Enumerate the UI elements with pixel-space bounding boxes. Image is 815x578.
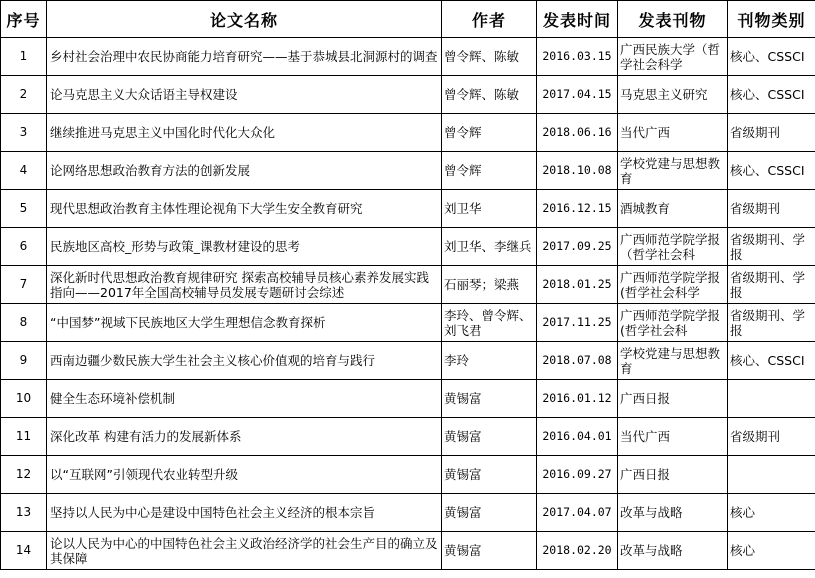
cell-author <box>442 342 537 380</box>
table-row <box>1 152 815 190</box>
cell-journal-text: 马克思主义研究 <box>620 87 708 102</box>
cell-author-text: 黄锡富 <box>444 467 482 482</box>
cell-title <box>47 418 442 456</box>
cell-journal <box>618 38 728 76</box>
cell-date <box>537 456 618 494</box>
table-row <box>1 342 815 380</box>
cell-date-text: 2016.09.27 <box>542 467 612 481</box>
cell-journal-text: 改革与战略 <box>620 505 683 520</box>
cell-date-text: 2017.04.07 <box>542 505 612 519</box>
cell-date <box>537 266 618 304</box>
header-title: 论文名称 <box>47 1 442 38</box>
cell-title <box>47 266 442 304</box>
header-journal: 发表刊物 <box>618 1 728 38</box>
cell-title-text: 健全生态环境补偿机制 <box>50 391 176 406</box>
cell-date-text: 2018.02.20 <box>542 543 612 557</box>
cell-title <box>47 342 442 380</box>
cell-journal <box>618 190 728 228</box>
cell-category-text: 核心、CSSCI <box>730 163 805 178</box>
cell-author <box>442 304 537 342</box>
cell-date-text: 2016.04.01 <box>542 429 612 443</box>
cell-author-text: 黄锡富 <box>444 391 482 406</box>
cell-date <box>537 304 618 342</box>
cell-category-text: 省级期刊、学报 <box>730 231 806 262</box>
cell-author <box>442 494 537 532</box>
cell-author-text: 曾令辉 <box>444 163 482 178</box>
cell-author <box>442 38 537 76</box>
cell-journal-text: 学校党建与思想教育 <box>620 155 721 186</box>
cell-journal-text: 广西师范学院学报(哲学社会科学 <box>620 269 721 300</box>
cell-index <box>1 380 47 418</box>
cell-index <box>1 152 47 190</box>
table-row <box>1 380 815 418</box>
cell-title <box>47 494 442 532</box>
cell-category <box>728 190 815 228</box>
table-row <box>1 76 815 114</box>
cell-journal-text: 广西日报 <box>620 391 671 406</box>
cell-title <box>47 38 442 76</box>
cell-journal <box>618 304 728 342</box>
table-row <box>1 38 815 76</box>
cell-journal <box>618 114 728 152</box>
cell-date <box>537 380 618 418</box>
cell-index <box>1 456 47 494</box>
cell-date <box>537 418 618 456</box>
cell-author <box>442 266 537 304</box>
cell-index-text: 1 <box>19 49 28 63</box>
cell-journal-text: 广西师范学院学报(哲学社会科 <box>620 307 721 338</box>
cell-category-text: 核心 <box>730 543 756 558</box>
cell-date <box>537 152 618 190</box>
cell-category <box>728 114 815 152</box>
cell-journal <box>618 380 728 418</box>
table-row <box>1 456 815 494</box>
cell-title-text: 深化新时代思想政治教育规律研究 探索高校辅导员核心素养发展实践指向——2017年全国高校辅导员发展专题研讨会综述 <box>50 269 429 300</box>
cell-journal-text: 广西民族大学（哲学社会科学 <box>620 41 721 72</box>
cell-index <box>1 342 47 380</box>
cell-author <box>442 532 537 570</box>
cell-date <box>537 228 618 266</box>
cell-title-text: 坚持以人民为中心是建设中国特色社会主义经济的根本宗旨 <box>50 505 376 520</box>
cell-category <box>728 456 815 494</box>
cell-journal-text: 广西师范学院学报（哲学社会科 <box>620 231 721 262</box>
cell-category-text: 核心、CSSCI <box>730 87 805 102</box>
cell-journal-text: 广西日报 <box>620 467 671 482</box>
cell-date <box>537 532 618 570</box>
cell-category <box>728 418 815 456</box>
table-row <box>1 304 815 342</box>
cell-author-text: 黄锡富 <box>444 505 482 520</box>
cell-date <box>537 114 618 152</box>
cell-journal-text: 酒城教育 <box>620 201 671 216</box>
cell-title <box>47 76 442 114</box>
cell-category <box>728 152 815 190</box>
cell-index <box>1 494 47 532</box>
cell-journal <box>618 152 728 190</box>
cell-index-text: 10 <box>15 391 32 405</box>
cell-index-text: 12 <box>15 467 32 481</box>
cell-index <box>1 532 47 570</box>
cell-index <box>1 266 47 304</box>
cell-index <box>1 228 47 266</box>
cell-date <box>537 342 618 380</box>
cell-index-text: 3 <box>19 125 28 139</box>
cell-date-text: 2016.12.15 <box>542 201 612 215</box>
cell-title <box>47 380 442 418</box>
cell-title <box>47 190 442 228</box>
cell-index-text: 13 <box>15 505 32 519</box>
cell-author <box>442 114 537 152</box>
cell-date-text: 2018.10.08 <box>542 163 612 177</box>
cell-author <box>442 456 537 494</box>
cell-index-text: 2 <box>19 87 28 101</box>
cell-index-text: 8 <box>19 315 28 329</box>
cell-author-text: 李玲、曾令辉、刘飞君 <box>444 307 532 338</box>
cell-author-text: 刘卫华 <box>444 201 482 216</box>
table-row <box>1 532 815 570</box>
cell-category-text: 核心 <box>730 505 756 520</box>
cell-author-text: 黄锡富 <box>444 429 482 444</box>
header-row <box>1 1 815 38</box>
cell-index <box>1 418 47 456</box>
cell-index <box>1 76 47 114</box>
cell-index-text: 9 <box>19 353 28 367</box>
cell-journal-text: 当代广西 <box>620 125 671 140</box>
cell-journal <box>618 76 728 114</box>
cell-journal-text: 当代广西 <box>620 429 671 444</box>
cell-category-text: 核心、CSSCI <box>730 49 805 64</box>
cell-index <box>1 114 47 152</box>
cell-journal <box>618 456 728 494</box>
cell-author-text: 黄锡富 <box>444 543 482 558</box>
cell-author-text: 石丽琴；梁燕 <box>444 277 520 292</box>
cell-category <box>728 532 815 570</box>
cell-category-text: 省级期刊、学报 <box>730 269 806 300</box>
cell-index <box>1 190 47 228</box>
cell-title <box>47 114 442 152</box>
cell-title-text: 西南边疆少数民族大学生社会主义核心价值观的培育与践行 <box>50 353 376 368</box>
cell-index-text: 7 <box>19 277 28 291</box>
cell-index-text: 14 <box>15 543 32 557</box>
cell-author-text: 刘卫华、李继兵 <box>444 239 532 254</box>
cell-author-text: 曾令辉、陈敏 <box>444 49 520 64</box>
table-row <box>1 418 815 456</box>
cell-category <box>728 342 815 380</box>
header-author: 作者 <box>442 1 537 38</box>
cell-date <box>537 190 618 228</box>
cell-title <box>47 228 442 266</box>
cell-date-text: 2016.03.15 <box>542 49 612 63</box>
cell-author <box>442 228 537 266</box>
cell-author <box>442 190 537 228</box>
cell-date-text: 2017.04.15 <box>542 87 612 101</box>
cell-author-text: 李玲 <box>444 353 470 368</box>
cell-author-text: 曾令辉 <box>444 125 482 140</box>
cell-index <box>1 304 47 342</box>
cell-title-text: 论以人民为中心的中国特色社会主义政治经济学的社会生产目的确立及其保障 <box>50 535 438 566</box>
cell-journal-text: 学校党建与思想教育 <box>620 345 721 376</box>
cell-author <box>442 418 537 456</box>
cell-author <box>442 76 537 114</box>
cell-category <box>728 494 815 532</box>
cell-category-text: 省级期刊 <box>730 201 781 216</box>
table-row <box>1 266 815 304</box>
cell-index <box>1 38 47 76</box>
cell-date-text: 2017.11.25 <box>542 315 612 329</box>
cell-index-text: 11 <box>15 429 32 443</box>
cell-date-text: 2018.07.08 <box>542 353 612 367</box>
cell-date <box>537 38 618 76</box>
cell-journal-text: 改革与战略 <box>620 543 683 558</box>
header-date: 发表时间 <box>537 1 618 38</box>
cell-title-text: 民族地区高校_形势与政策_课教材建设的思考 <box>50 239 301 254</box>
table-row <box>1 494 815 532</box>
cell-title-text: 论网络思想政治教育方法的创新发展 <box>50 163 251 178</box>
table-row <box>1 190 815 228</box>
cell-category-text: 核心、CSSCI <box>730 353 805 368</box>
cell-author <box>442 152 537 190</box>
cell-category-text: 省级期刊 <box>730 125 781 140</box>
cell-title <box>47 152 442 190</box>
cell-category <box>728 76 815 114</box>
table-body <box>1 38 815 570</box>
cell-category <box>728 228 815 266</box>
cell-journal <box>618 418 728 456</box>
cell-title <box>47 456 442 494</box>
cell-journal <box>618 494 728 532</box>
cell-category <box>728 38 815 76</box>
cell-category <box>728 380 815 418</box>
table-row <box>1 114 815 152</box>
cell-title-text: 以“互联网”引领现代农业转型升级 <box>50 467 238 482</box>
cell-title-text: “中国梦”视域下民族地区大学生理想信念教育探析 <box>50 315 326 330</box>
cell-journal <box>618 532 728 570</box>
cell-date-text: 2018.01.25 <box>542 277 612 291</box>
cell-category <box>728 304 815 342</box>
cell-index-text: 5 <box>19 201 28 215</box>
cell-title <box>47 532 442 570</box>
cell-title-text: 乡村社会治理中农民协商能力培育研究——基于恭城县北洞源村的调查 <box>50 49 438 64</box>
header-category: 刊物类别 <box>728 1 815 38</box>
cell-author <box>442 380 537 418</box>
cell-journal <box>618 266 728 304</box>
cell-journal <box>618 342 728 380</box>
table-row <box>1 228 815 266</box>
cell-title-text: 现代思想政治教育主体性理论视角下大学生安全教育研究 <box>50 201 363 216</box>
cell-date-text: 2017.09.25 <box>542 239 612 253</box>
cell-journal <box>618 228 728 266</box>
cell-index-text: 4 <box>19 163 28 177</box>
cell-date <box>537 494 618 532</box>
cell-date-text: 2016.01.12 <box>542 391 612 405</box>
cell-index-text: 6 <box>19 239 28 253</box>
cell-category <box>728 266 815 304</box>
header-index: 序号 <box>1 1 47 38</box>
cell-title-text: 论马克思主义大众话语主导权建设 <box>50 87 238 102</box>
cell-title-text: 深化改革 构建有活力的发展新体系 <box>50 429 242 444</box>
cell-date <box>537 76 618 114</box>
cell-title-text: 继续推进马克思主义中国化时代化大众化 <box>50 125 276 140</box>
cell-date-text: 2018.06.16 <box>542 125 612 139</box>
cell-title <box>47 304 442 342</box>
cell-category-text: 省级期刊 <box>730 429 781 444</box>
cell-category-text: 省级期刊、学报 <box>730 307 806 338</box>
cell-author-text: 曾令辉、陈敏 <box>444 87 520 102</box>
